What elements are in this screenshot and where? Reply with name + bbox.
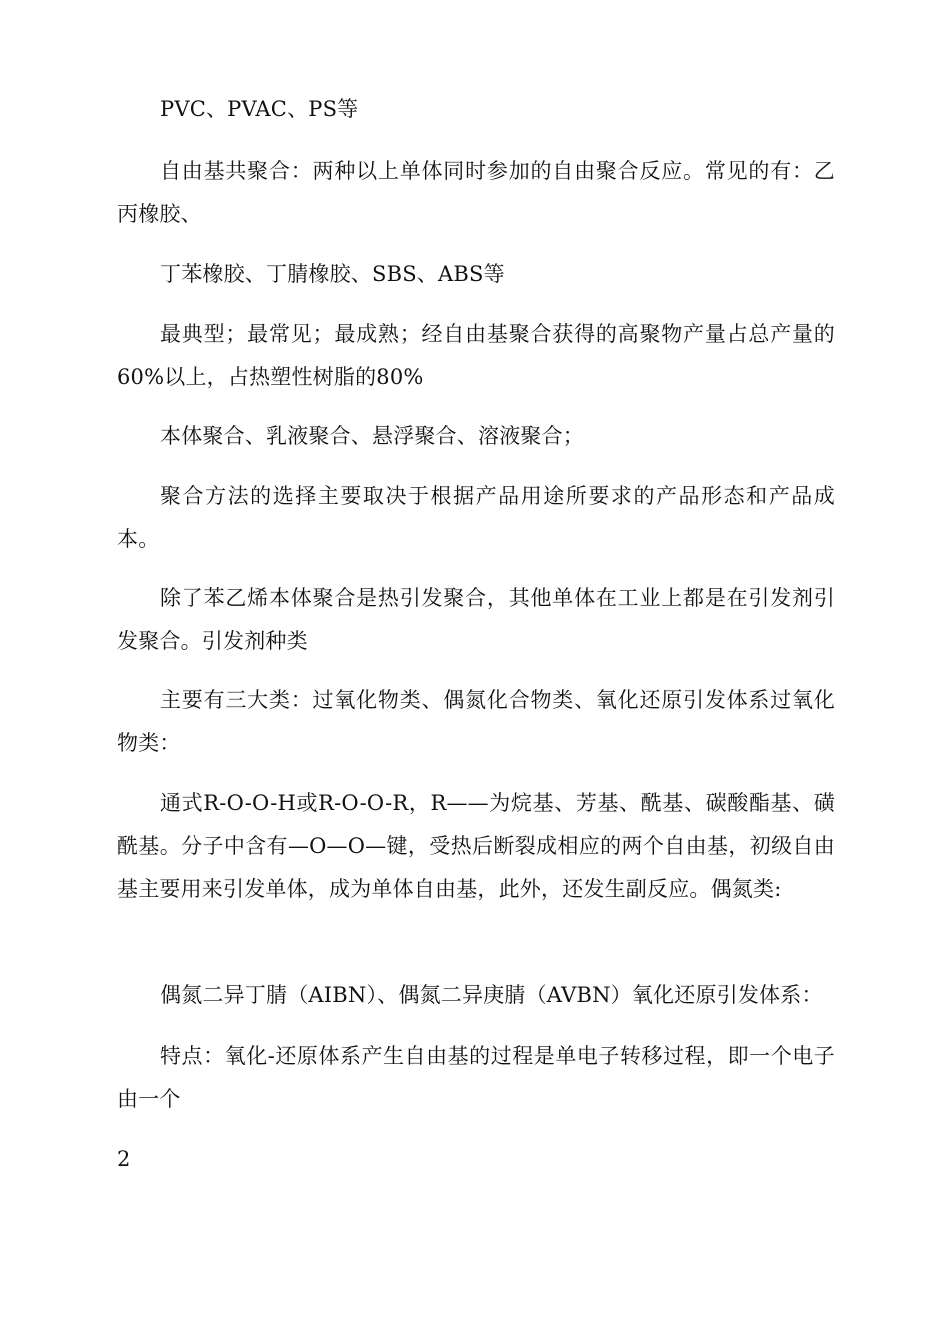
paragraph: 除了苯乙烯本体聚合是热引发聚合，其他单体在工业上都是在引发剂引发聚合。引发剂种类 bbox=[117, 586, 835, 653]
paragraph: 偶氮二异丁腈（AIBN）、偶氮二异庚腈（AVBN）氧化还原引发体系： bbox=[160, 983, 823, 1007]
paragraph: 通式R-O-O-H或R-O-O-R，R——为烷基、芳基、酰基、碳酸酯基、磺酰基。分子中含有—O—O—键，受热后断裂成相应的两个自由基，初级自由基主要用来引发单体，成为单体自由基，此外，还发生副反应。偶氮类: bbox=[117, 791, 835, 901]
paragraph: PVC、PVAC、PS等 bbox=[160, 97, 359, 121]
paragraph: 自由基共聚合：两种以上单体同时参加的自由聚合反应。常见的有：乙丙橡胶、 bbox=[117, 159, 835, 226]
paragraph: 特点：氧化-还原体系产生自由基的过程是单电子转移过程，即一个电子由一个 bbox=[117, 1044, 835, 1111]
paragraph: 主要有三大类：过氧化物类、偶氮化合物类、氧化还原引发体系过氧化物类： bbox=[117, 688, 835, 755]
paragraph: 本体聚合、乳液聚合、悬浮聚合、溶液聚合； bbox=[160, 424, 584, 448]
paragraph: 丁苯橡胶、丁腈橡胶、SBS、ABS等 bbox=[160, 262, 505, 286]
paragraph: 聚合方法的选择主要取决于根据产品用途所要求的产品形态和产品成本。 bbox=[117, 484, 835, 551]
paragraph: 最典型；最常见；最成熟；经自由基聚合获得的高聚物产量占总产量的60%以上，占热塑性树脂的80% bbox=[117, 322, 835, 389]
page-number: 2 bbox=[117, 1147, 131, 1171]
